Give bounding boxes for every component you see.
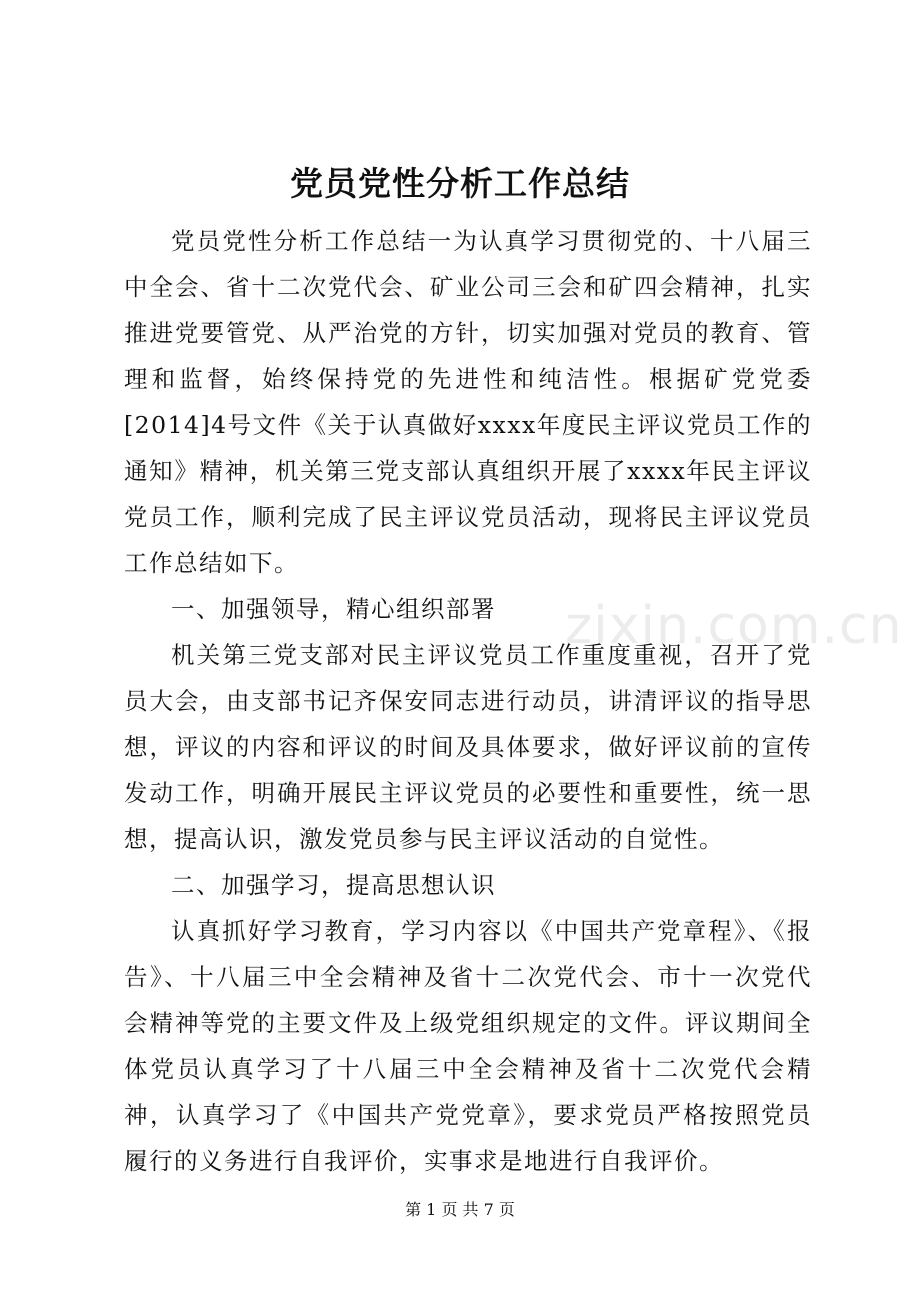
- paragraph-section-1: 机关第三党支部对民主评议党员工作重度重视，召开了党员大会，由支部书记齐保安同志进行动员，讲清评议的指导思想，评议的内容和评议的时间及具体要求，做好评议前的宣传发动工作，明确开展民主评议党员的必要性和重要性，统一思想，提高认识，激发党员参与民主评议活动的自觉性。: [124, 641, 812, 853]
- paragraph-section-2: 认真抓好学习教育，学习内容以《中国共产党章程》、《报告》、十八届三中全会精神及省十二次党代会、市十一次党代会精神等党的主要文件及上级党组织规定的文件。评议期间全体党员认真学习了十八届三中全会精神及省十二次党代会精神，认真学习了《中国共产党党章》，要求党员严格按照党员履行的义务进行自我评价，实事求是地进行自我评价。: [124, 917, 812, 1175]
- document-title: 党员党性分析工作总结: [290, 164, 630, 203]
- section-heading-1: 一、加强领导，精心组织部署: [171, 595, 496, 623]
- paragraph-intro: 党员党性分析工作总结一为认真学习贯彻党的、十八届三中全会、省十二次党代会、矿业公司三会和矿四会精神，扎实推进党要管党、从严治党的方针，切实加强对党员的教育、管理和监督，始终保持党的先进性和纯洁性。根据矿党党委[2014]4号文件《关于认真做好xxxx年度民主评议党员工作的通知》精神，机关第三党支部认真组织开展了xxxx年民主评议党员工作，顺利完成了民主评议党员活动，现将民主评议党员工作总结如下。: [124, 227, 812, 577]
- page-footer: 第 1 页 共 7 页: [405, 1200, 515, 1219]
- watermark-text: zixin.com.cn: [565, 596, 903, 656]
- document-body: [124, 218, 812, 1184]
- section-heading-2: 二、加强学习，提高思想认识: [171, 871, 496, 899]
